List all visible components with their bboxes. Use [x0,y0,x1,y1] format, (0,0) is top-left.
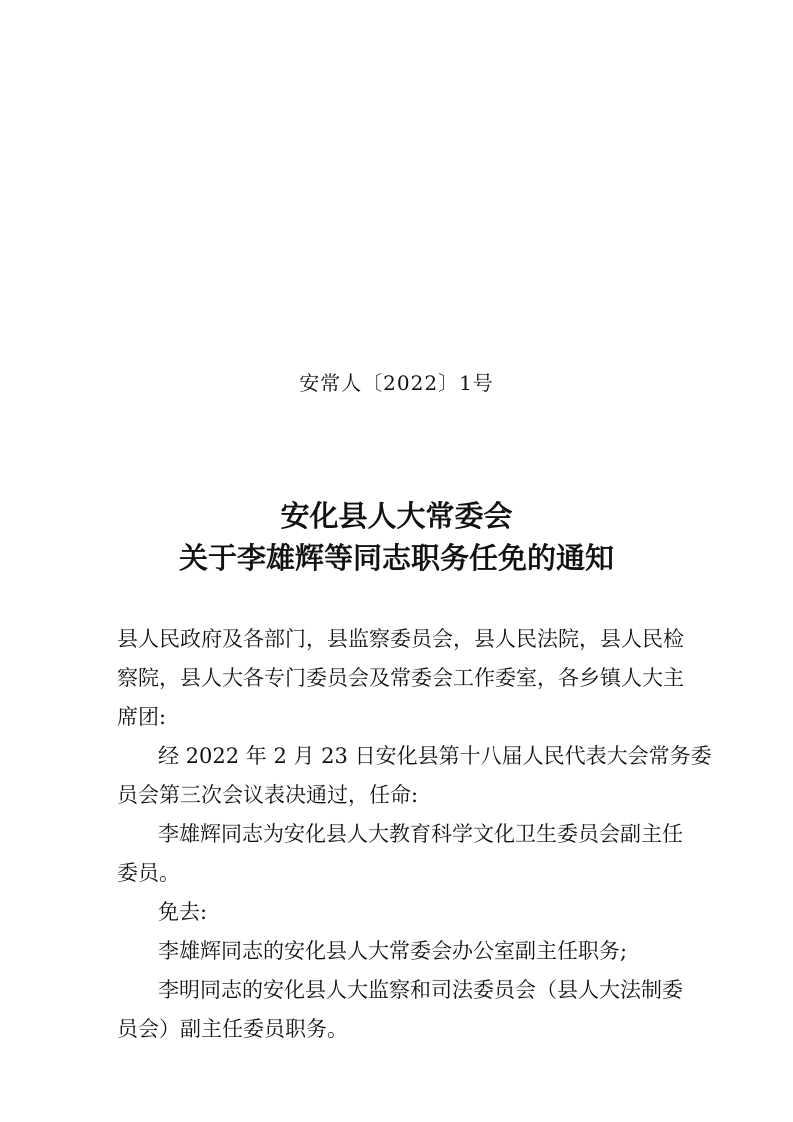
paragraph-line: 员会）副主任委员职务。 [117,1017,348,1041]
addressee-line-2: 察院，县人大各专门委员会及常委会工作委室，各乡镇人大主 [117,666,684,690]
addressee-line-1: 县人民政府及各部门，县监察委员会，县人民法院，县人民检 [117,627,684,651]
paragraph-line: 员会第三次会议表决通过，任命: [117,783,419,807]
document-title-line-2: 关于李雄辉等同志职务任免的通知 [178,541,614,575]
paragraph-line: 李雄辉同志为安化县人大教育科学文化卫生委员会副主任 [158,822,683,846]
paragraph-line: 经 2022 年 2 月 23 日安化县第十八届人民代表大会常务委 [158,744,712,768]
paragraph-line: 李雄辉同志的安化县人大常委会办公室副主任职务; [158,939,628,963]
document-title-line-1: 安化县人大常委会 [280,499,513,533]
paragraph-line: 免去: [158,900,208,924]
document-number: 安常人〔2022〕1号 [299,371,494,395]
paragraph-line: 李明同志的安化县人大监察和司法委员会（县人大法制委 [158,978,683,1002]
paragraph-line: 委员。 [117,861,180,885]
addressee-line-3: 席团: [117,705,167,729]
